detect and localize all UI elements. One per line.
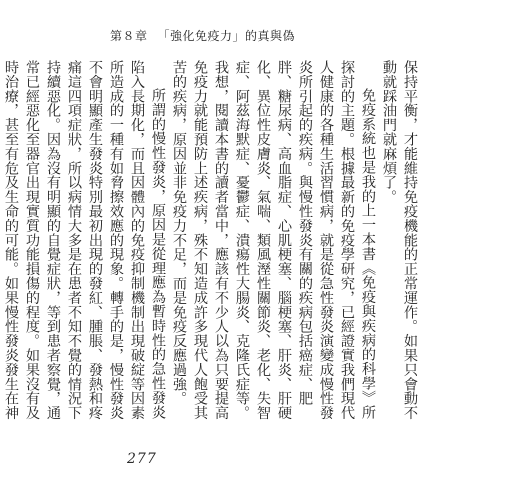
chapter-title: 「強化免疫力」的真與偽 [157, 29, 296, 43]
paragraph-2: 免疫系統也是我的上一本書《免疫與疾病的科學》所探討的主題。根據最新的免疫學研究，已經證實我們現代人健康的各種生活習慣病，就是從急性發炎演變成慢性發炎所引起的疾病。與慢性發炎有關的疾病包括癌症、肥胖、糖尿病、高血脂症、心肌梗塞、腦梗塞、肝炎、肝硬化、異位性皮膚炎、氣喘、類風溼性關節炎、老化、失智症、阿茲海默症、憂鬱症、潰瘍性大腸炎、克隆氏症等。我想，閱讀本書的讀者當中，應該有不少人以為只要提高免疫力就能預防上述疾病，殊不知造成許多現代人飽受其苦的疾病，原因並非免疫力不足，而是免疫反應過強。 [171, 60, 376, 420]
page-number: 277 [127, 451, 157, 467]
paragraph-3: 所謂的慢性發炎，原因是從理應為暫時性的急性發炎陷入長期化，而且因體內的免疫抑制機制出現破綻等因素所造成的一種有如脅擦效應的現象。轉手的是，慢性發炎不會明顯產生發炎特別最初出現的發紅、腫脹、發熱和疼痛這四項症狀，所以病情大多是在患者不知不覺的情況下持續惡化。因為沒有明顯的自覺症狀，等到患者察覺，通常已經惡化至器官出現實質功能損傷的程度。如果沒有及時治療，甚至有危及生命的可能。如果慢性發炎發生在神 [3, 60, 166, 420]
chapter-number: 第８章 [110, 29, 148, 43]
paragraph-1: 保持平衡，才能維持免疫機能的正常運作。如果只會動不動就踩油門就麻煩了。 [381, 60, 418, 420]
running-header [110, 27, 295, 44]
body-text [0, 60, 420, 428]
